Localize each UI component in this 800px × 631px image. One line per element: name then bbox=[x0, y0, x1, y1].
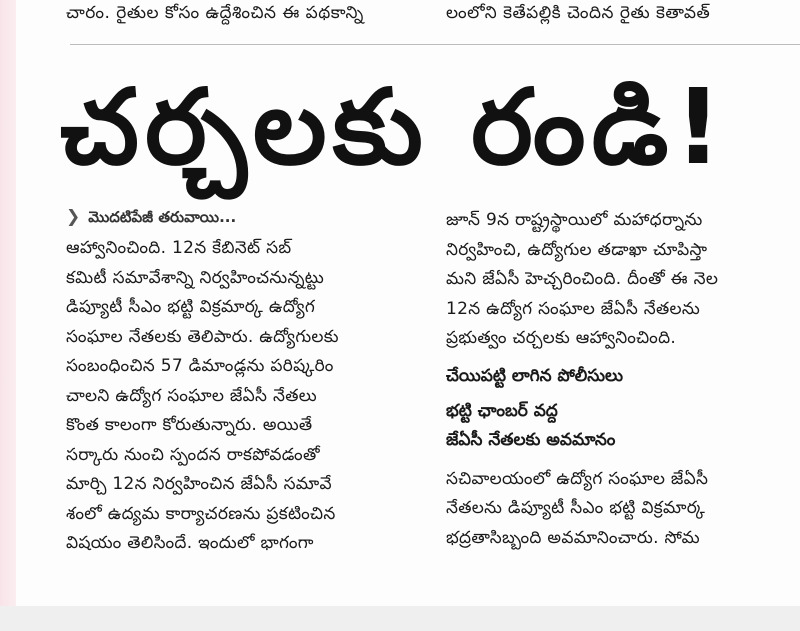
text-line: చాలని ఉద్యోగ సంఘాల జేఏసీ నేతలు bbox=[66, 385, 317, 406]
text-line: మని జేఏసీ హెచ్చరించింది. దీంతో ఈ నెల bbox=[446, 269, 719, 289]
text-line: జూన్ 9న రాష్ట్రస్థాయిలో మహాధర్నాను bbox=[446, 210, 703, 230]
right-column bbox=[446, 206, 796, 553]
text-line: భద్రతాసిబ్బంది అవమానించారు. సోమ bbox=[446, 527, 700, 548]
text-line: ఆహ్వానించింది. 12న కేబినెట్ సబ్ bbox=[66, 238, 292, 258]
text-line: ప్రభుత్వం చర్చలకు ఆహ్వానించింది. bbox=[446, 328, 677, 348]
text-line: శంలో ఉద్యమ కార్యాచరణను ప్రకటించిన bbox=[66, 503, 336, 524]
headline: చర్చలకు రండి! bbox=[60, 66, 728, 188]
text-line: విషయం తెలిసిందే. ఇందులో భాగంగా bbox=[66, 533, 314, 553]
page-margin-left bbox=[0, 0, 16, 606]
text-line: సంఘాల నేతలకు తెలిపారు. ఉద్యోగులకు bbox=[66, 326, 339, 347]
section-divider bbox=[70, 44, 800, 45]
article-body-right bbox=[446, 206, 796, 354]
text-line: సంబంధించిన 57 డిమాండ్లను పరిష్కరిం bbox=[66, 356, 334, 376]
top-fragment-left: చారం. రైతుల కోసం ఉద్దేశించిన ఈ పథకాన్ని bbox=[66, 3, 364, 23]
text-line: మార్చి 12న నిర్వహించిన జేఏసీ సమావే bbox=[66, 474, 332, 494]
subheading-2: భట్టి ఛాంబర్ వద్ద bbox=[446, 400, 558, 421]
subheading-1: చేయిపట్టి లాగిన పోలీసులు bbox=[446, 365, 623, 386]
continuation-label bbox=[66, 206, 418, 228]
text-line: నిర్వహించి, ఉద్యోగుల తడాఖా చూపిస్తా bbox=[446, 239, 708, 260]
text-line: కొంత కాలంగా కోరుతున్నారు. అయితే bbox=[66, 415, 313, 435]
text-line: కమిటీ సమావేశాన్ని నిర్వహించనున్నట్టు bbox=[66, 267, 325, 288]
left-column bbox=[66, 206, 418, 559]
text-line: నేతలను డిప్యూటీ సీఎం భట్టి విక్రమార్క bbox=[446, 498, 706, 518]
article-body-right-continued bbox=[446, 465, 796, 554]
bottom-margin bbox=[0, 606, 800, 631]
chevron-right-icon: ❯ bbox=[66, 207, 81, 227]
text-line: సచివాలయంలో ఉద్యోగ సంఘాల జేఏసీ bbox=[446, 468, 709, 489]
continuation-text: మొదటిపేజీ తరువాయి... bbox=[88, 208, 237, 226]
subheading-3: జేఏసీ నేతలకు అవమానం bbox=[446, 429, 616, 450]
top-fragment-right: లంలోని కెతేపల్లికి చెందిన రైతు కెతావత్ bbox=[446, 3, 711, 23]
text-line: సర్కారు నుంచి స్పందన రాకపోవడంతో bbox=[66, 444, 320, 465]
text-line: డిప్యూటీ సీఎం భట్టి విక్రమార్క ఉద్యోగ bbox=[66, 297, 316, 317]
article-body-left bbox=[66, 234, 418, 559]
text-line: 12న ఉద్యోగ సంఘాల జేఏసీ నేతలను bbox=[446, 298, 701, 319]
